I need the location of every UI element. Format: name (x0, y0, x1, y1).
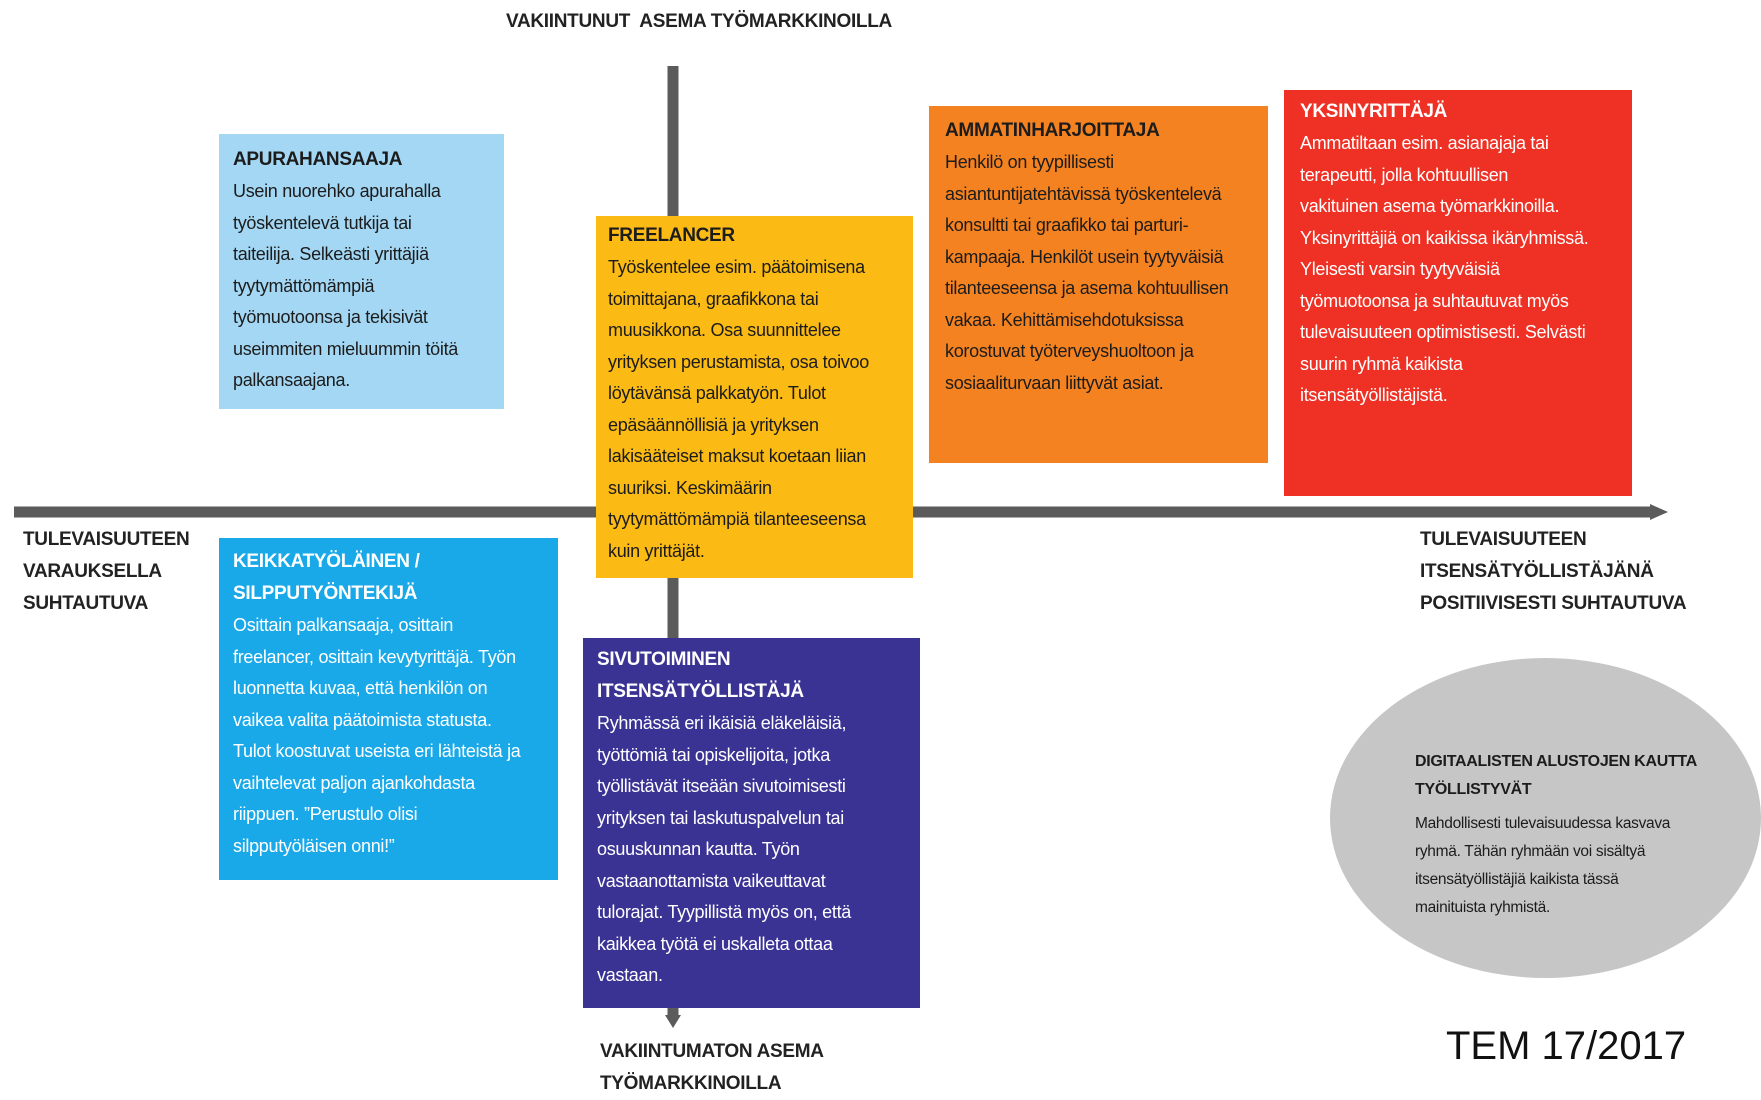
horizontal-axis-arrowhead (1650, 504, 1668, 520)
ellipse-text: Mahdollisesti tulevaisuudessa kasvava ryhmä. Tähän ryhmään voi sisältyä itsensätyöllistäjiä kaikista tässä mainituista ryhmistä. (1415, 815, 1671, 916)
box-title: APURAHANSAAJA (233, 149, 403, 170)
box-apurahansaaja (219, 134, 504, 409)
axis-label-right: TULEVAISUUTEEN ITSENSÄTYÖLLISTÄJÄNÄ POSITIIVISESTI SUHTAUTUVA (1420, 529, 1687, 614)
box-freelancer (596, 216, 913, 578)
box-title: SIVUTOIMINEN ITSENSÄTYÖLLISTÄJÄ (597, 649, 804, 702)
source-label: TEM 17/2017 (1446, 1024, 1687, 1068)
axis-label-top: VAKIINTUNUT ASEMA TYÖMARKKINOILLA (506, 11, 892, 32)
box-sivutoiminen (583, 638, 920, 1008)
box-text: Henkilö on tyypillisesti asiantuntijatehtävissä työskentelevä konsultti tai graafikko tai parturi- kampaaja. Henkilöt usein tyytyväisiä tilanteeseensa ja asema kohtuullisen vakaa. Kehittämisehdotuksissa korostuvat työterveyshuoltoon ja sosiaaliturvaan liittyvät asiat. (945, 152, 1229, 393)
box-keikkatyolainen (219, 538, 558, 880)
ellipse-digitaalinen (1330, 658, 1761, 978)
box-text: Usein nuorehko apurahalla työskentelevä tutkija tai taiteilija. Selkeästi yrittäjiä tyytymättömämpiä työmuotoonsa ja tekisivät useimmiten mieluummin töitä palkansaajana. (233, 181, 458, 390)
axis-label-bottom: VAKIINTUMATON ASEMA TYÖMARKKINOILLA (600, 1041, 824, 1094)
box-text: Osittain palkansaaja, osittain freelancer, osittain kevytyrittäjä. Työn luonnetta kuvaa, että henkilön on vaikea valita päätoimista statusta. Tulot koostuvat useista eri lähteistä ja vaihtelevat paljon ajankohdasta riippuen. ”Perustulo olisi silpputyöläisen onni!” (233, 615, 521, 856)
vertical-axis-arrowhead (665, 1015, 681, 1028)
box-ammatinharjoittaja (929, 106, 1268, 463)
ellipse-title: DIGITAALISTEN ALUSTOJEN KAUTTA TYÖLLISTYVÄT (1415, 753, 1697, 798)
box-yksinyrittaja (1284, 90, 1632, 496)
axis-label-left: TULEVAISUUTEEN VARAUKSELLA SUHTAUTUVA (23, 529, 190, 614)
box-title: YKSINYRITTÄJÄ (1300, 101, 1448, 122)
box-title: FREELANCER (608, 225, 735, 246)
box-title: AMMATINHARJOITTAJA (945, 120, 1160, 141)
box-text: Työskentelee esim. päätoimisena toimittajana, graafikkona tai muusikkona. Osa suunnittelee yrityksen perustamista, osa toivoo löytävänsä palkkatyön. Tulot epäsäännöllisiä ja yrityksen lakisääteiset maksut koetaan liian suuriksi. Keskimäärin tyytymättömämpiä tilanteeseensa kuin yrittäjät. (608, 257, 869, 561)
box-text: Ammatiltaan esim. asianajaja tai terapeutti, jolla kohtuullisen vakituinen asema työmarkkinoilla. Yksinyrittäjiä on kaikissa ikäryhmissä. Yleisesti varsin tyytyväisiä työmuotoonsa ja suhtautuvat myös tulevaisuuteen optimistisesti. Selvästi suurin ryhmä kaikista itsensätyöllistäjistä. (1300, 133, 1589, 405)
box-title: KEIKKATYÖLÄINEN / SILPPUTYÖNTEKIJÄ (233, 551, 420, 604)
box-text: Ryhmässä eri ikäisiä eläkeläisiä, työttömiä tai opiskelijoita, jotka työllistävät itseään sivutoimisesti yrityksen tai laskutuspalvelun tai osuuskunnan kautta. Työn vastaanottamista vaikeuttavat tulorajat. Tyypillistä myös on, että kaikkea työtä ei uskalleta ottaa vastaan. (597, 713, 851, 985)
